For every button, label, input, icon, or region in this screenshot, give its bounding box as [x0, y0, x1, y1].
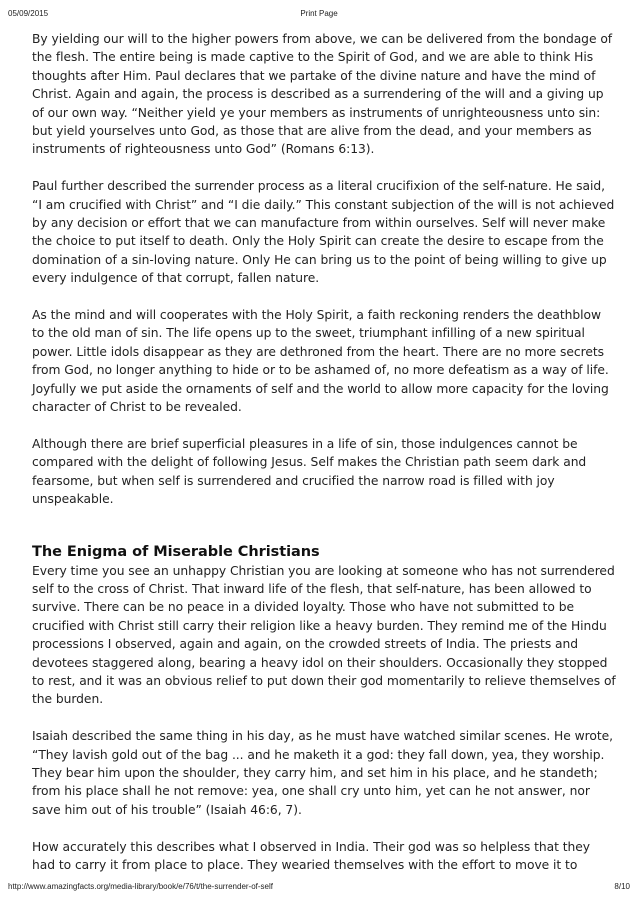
- print-title: Print Page: [300, 9, 338, 18]
- paragraph: Although there are brief superficial pleasures in a life of sin, those indulgences cannot be compared with the delight of following Jesus. Self makes the Christian path seem dark and fearsome, but when self is surrendered and crucified the narrow road is filled with joy unspeakable.: [32, 436, 587, 507]
- paragraph: By yielding our will to the higher powers from above, we can be delivered from the bondage of the flesh. The entire being is made captive to the Spirit of God, and we are able to think His thoughts after Him. Paul declares that we partake of the divine nature and have the mind of Christ. Again and again, the process is described as a surrendering of the will and a giving up of our own way. “Neither yield ye your members as instruments of unrighteousness unto sin: but yield yourselves unto God, as those that are alive from the dead, and your members as instruments of righteousness unto God” (Romans 6:13).: [32, 32, 613, 157]
- paragraph: How accurately this describes what I observed in India. Their god was so helpless that they had to carry it from place to place. They wearied themselves with the effort to move it to: [32, 839, 591, 872]
- paragraph: Paul further described the surrender process as a literal crucifixion of the self-nature. He said, “I am crucified with Christ” and “I die daily.” This constant subjection of the will is not achieved by any decision or effort that we can manufacture from within ourselves. Self will never make the choice to put itself to death. Only the Holy Spirit can create the desire to escape from the domination of a sin-loving nature. Only He can bring us to the point of being willing to give up every indulgence of that corrupt, fallen nature.: [32, 179, 615, 286]
- page-url: http://www.amazingfacts.org/media-library/book/e/76/t/the-surrender-of-self: [8, 882, 274, 891]
- paragraph: Every time you see an unhappy Christian you are looking at someone who has not surrendered self to the cross of Christ. That inward life of the flesh, that self-nature, has been allowed to survive. There can be no peace in a divided loyalty. Those who have not submitted to be crucified with Christ still carry their religion like a heavy burden. They remind me of the Hindu processions I observed, again and again, on the crowded streets of India. The priests and devotees staggered along, bearing a heavy idol on their shoulders. Occasionally they stopped to rest, and it was an obvious relief to put down their god momentarily to relieve themselves of the burden.: [32, 563, 616, 707]
- paragraph: As the mind and will cooperates with the Holy Spirit, a faith reckoning renders the deathblow to the old man of sin. The life opens up to the sweet, triumphant infilling of a new spiritual power. Little idols disappear as they are dethroned from the heart. There are no more secrets from God, no longer anything to hide or to be ashamed of, no more defeatism as a way of life. Joyfully we put aside the ornaments of self and the world to allow more capacity for the loving character of Christ to be revealed.: [32, 308, 609, 415]
- page-number: 8/10: [614, 882, 630, 891]
- print-header: [8, 9, 630, 21]
- article-body: [32, 30, 616, 893]
- section-heading: The Enigma of Miserable Christians: [32, 543, 320, 560]
- print-date: 05/09/2015: [8, 9, 49, 18]
- print-footer: [8, 882, 630, 894]
- paragraph: Isaiah described the same thing in his day, as he must have watched similar scenes. He wrote, “They lavish gold out of the bag ... and he maketh it a god: they fall down, yea, they worship. They bear him upon the shoulder, they carry him, and set him in his place, and he standeth; from his place shall he not remove: yea, one shall cry unto him, yet can he not answer, nor save him out of his trouble” (Isaiah 46:6, 7).: [32, 729, 613, 817]
